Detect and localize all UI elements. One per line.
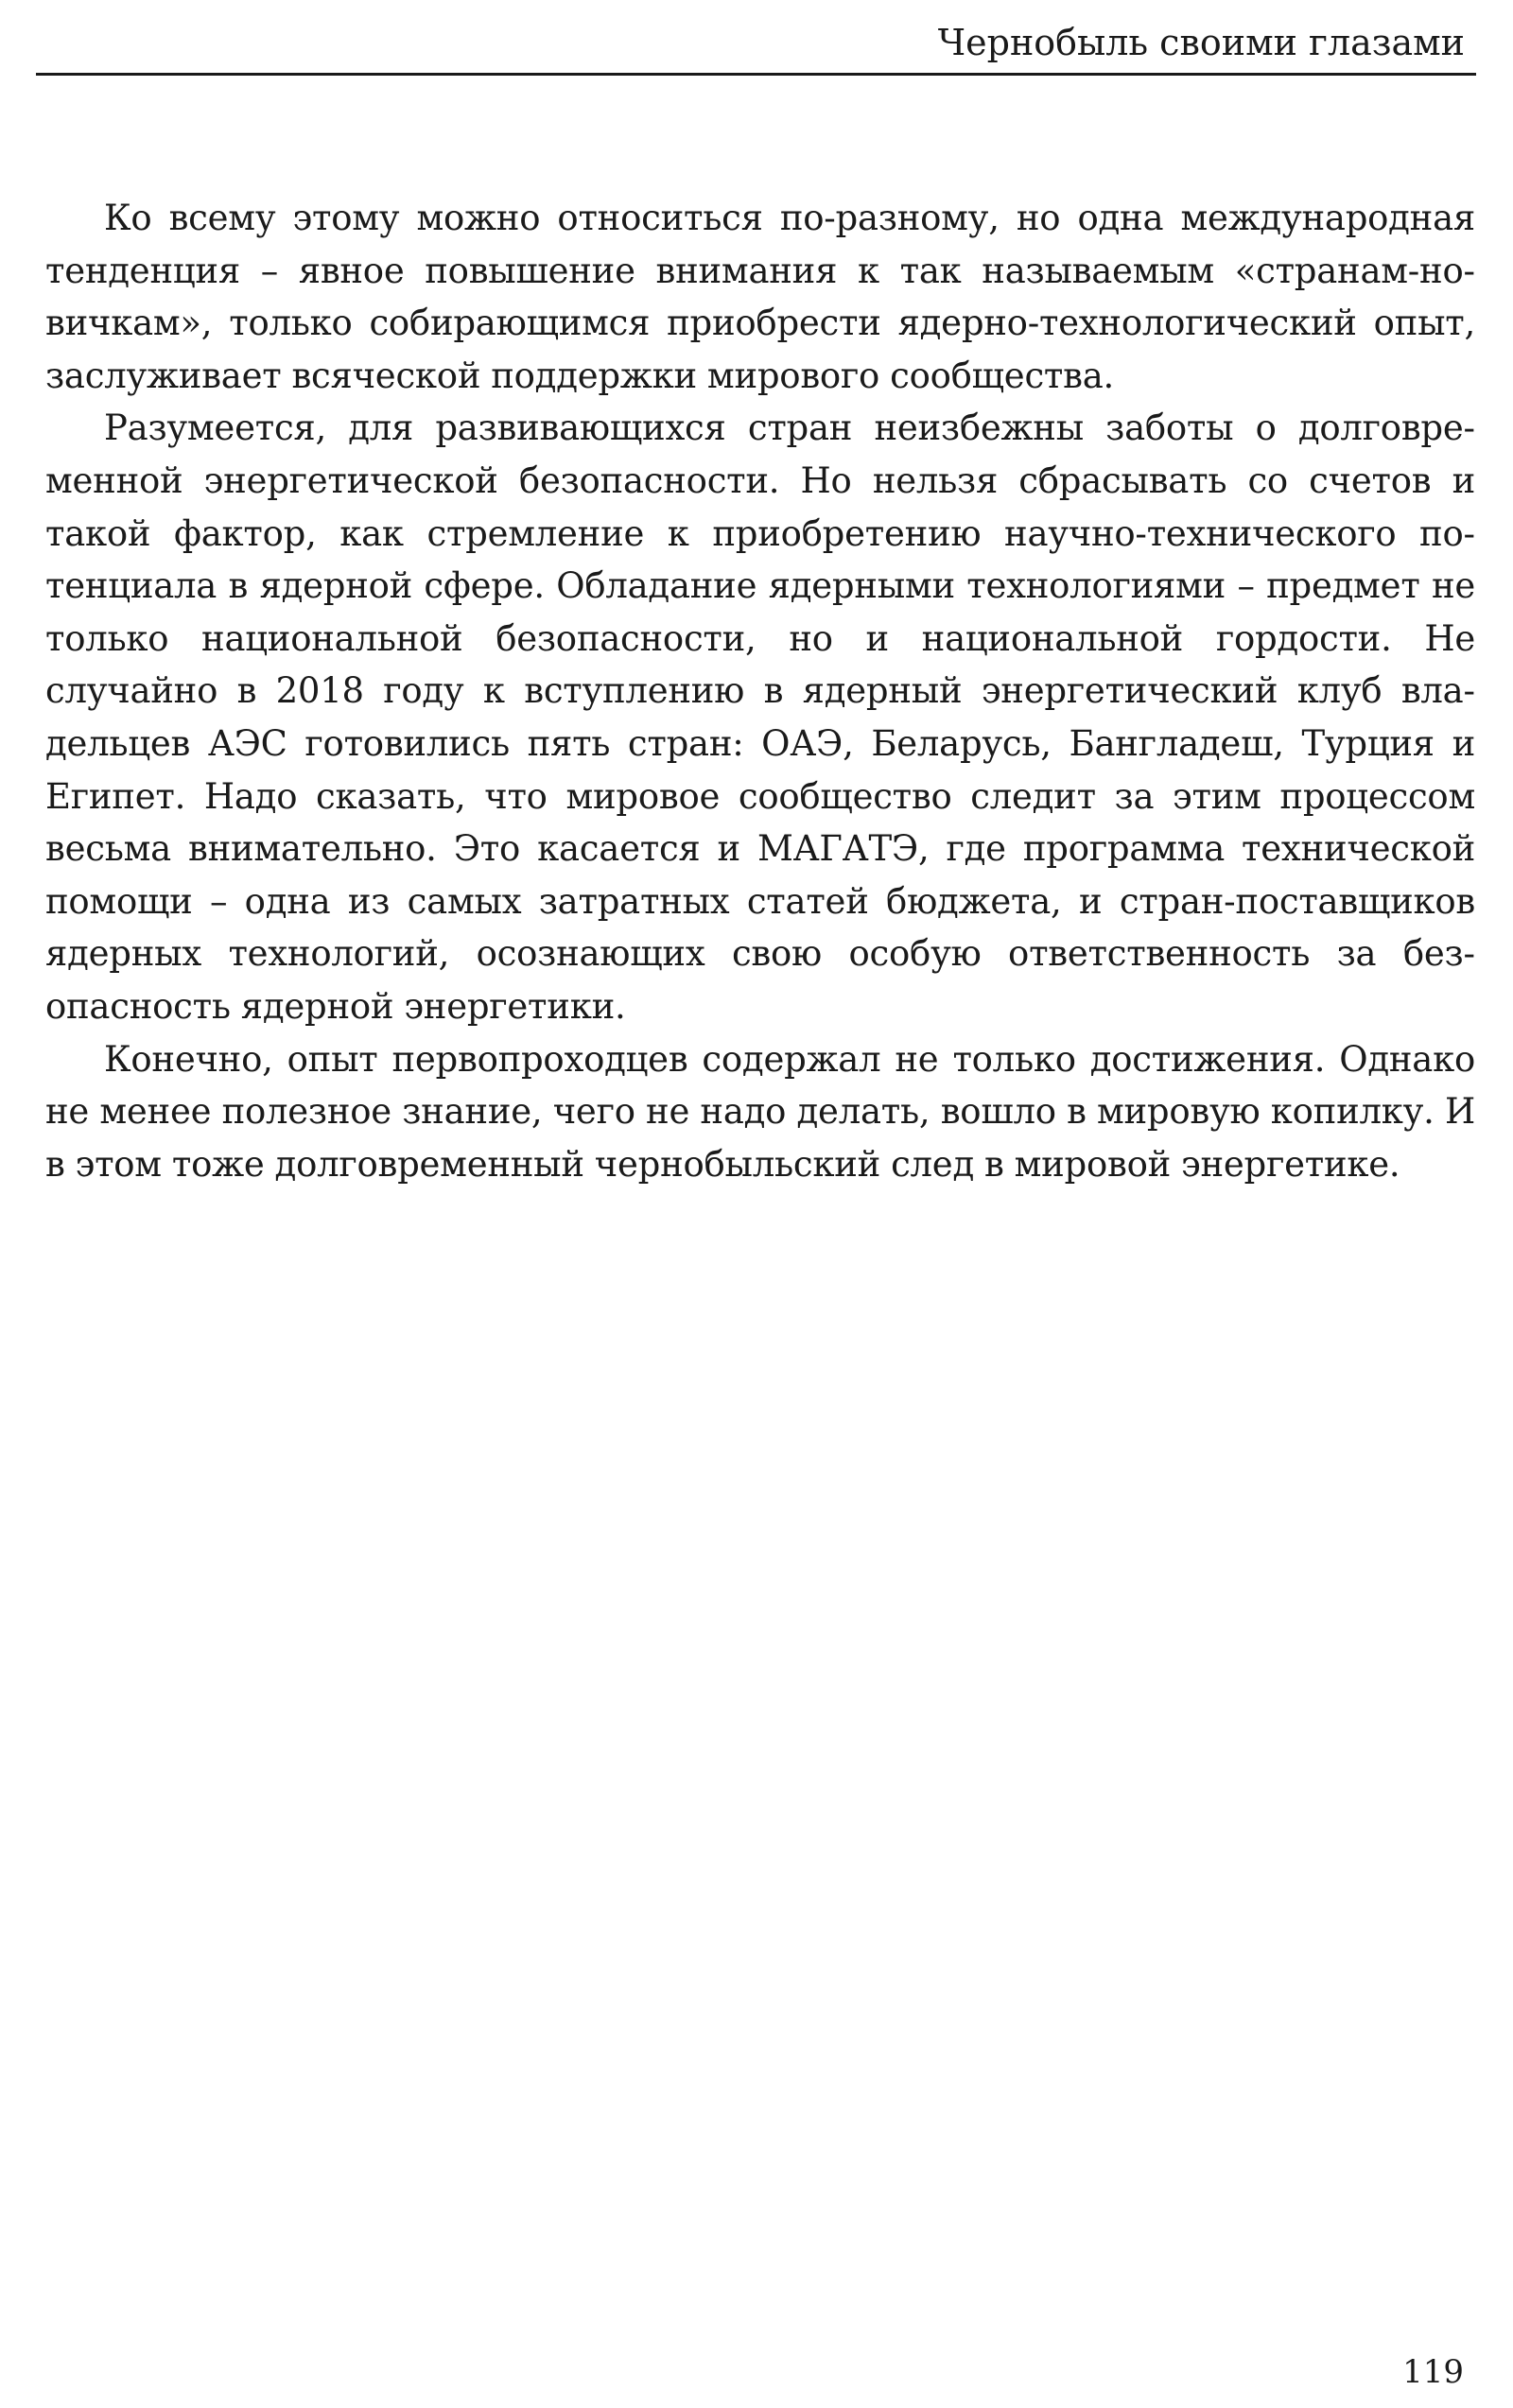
paragraph-3: Конечно, опыт первопроходцев содержал не только достижения. Однако не менее полезное знание, чего не надо делать, вошло в мировую копилку. И в этом тоже долговременный чернобыльский след в мировой энергетике. [45, 1038, 1475, 1185]
running-header-title: Чернобыль своими глазами [937, 22, 1465, 63]
paragraph-1: Ко всему этому можно относиться по-разному, но одна международная тенденция – явное повышение внимания к так называемым «странам-новичкам», только собирающимся приобрести ядерно-технологический опыт, заслуживает всяческой поддержки мирового сообщества. [45, 198, 1475, 396]
header-rule [36, 73, 1476, 76]
paragraph-2: Разумеется, для развивающихся стран неизбежны заботы о долговременной энергетической безопасности. Но нельзя сбрасывать со счетов и такой фактор, как стремление к приобретению научно-технического потенциала в ядерной сфере. Обладание ядерными технологиями – предмет не только национальной безопасности, но и национальной гордости. Не случайно в 2018 году к вступлению в ядерный энергетический клуб владельцев АЭС готовились пять стран: ОАЭ, Беларусь, Бангладеш, Турция и Египет. Надо сказать, что мировое сообщество следит за этим процессом весьма внимательно. Это касается и МАГАТЭ, где программа технической помощи – одна из самых затратных статей бюджета, и стран-поставщиков ядерных технологий, осознающих свою особую ответственность за безопасность ядерной энергетики. [45, 407, 1475, 1027]
page-number: 119 [1402, 2353, 1464, 2391]
body-text [45, 192, 1475, 1190]
